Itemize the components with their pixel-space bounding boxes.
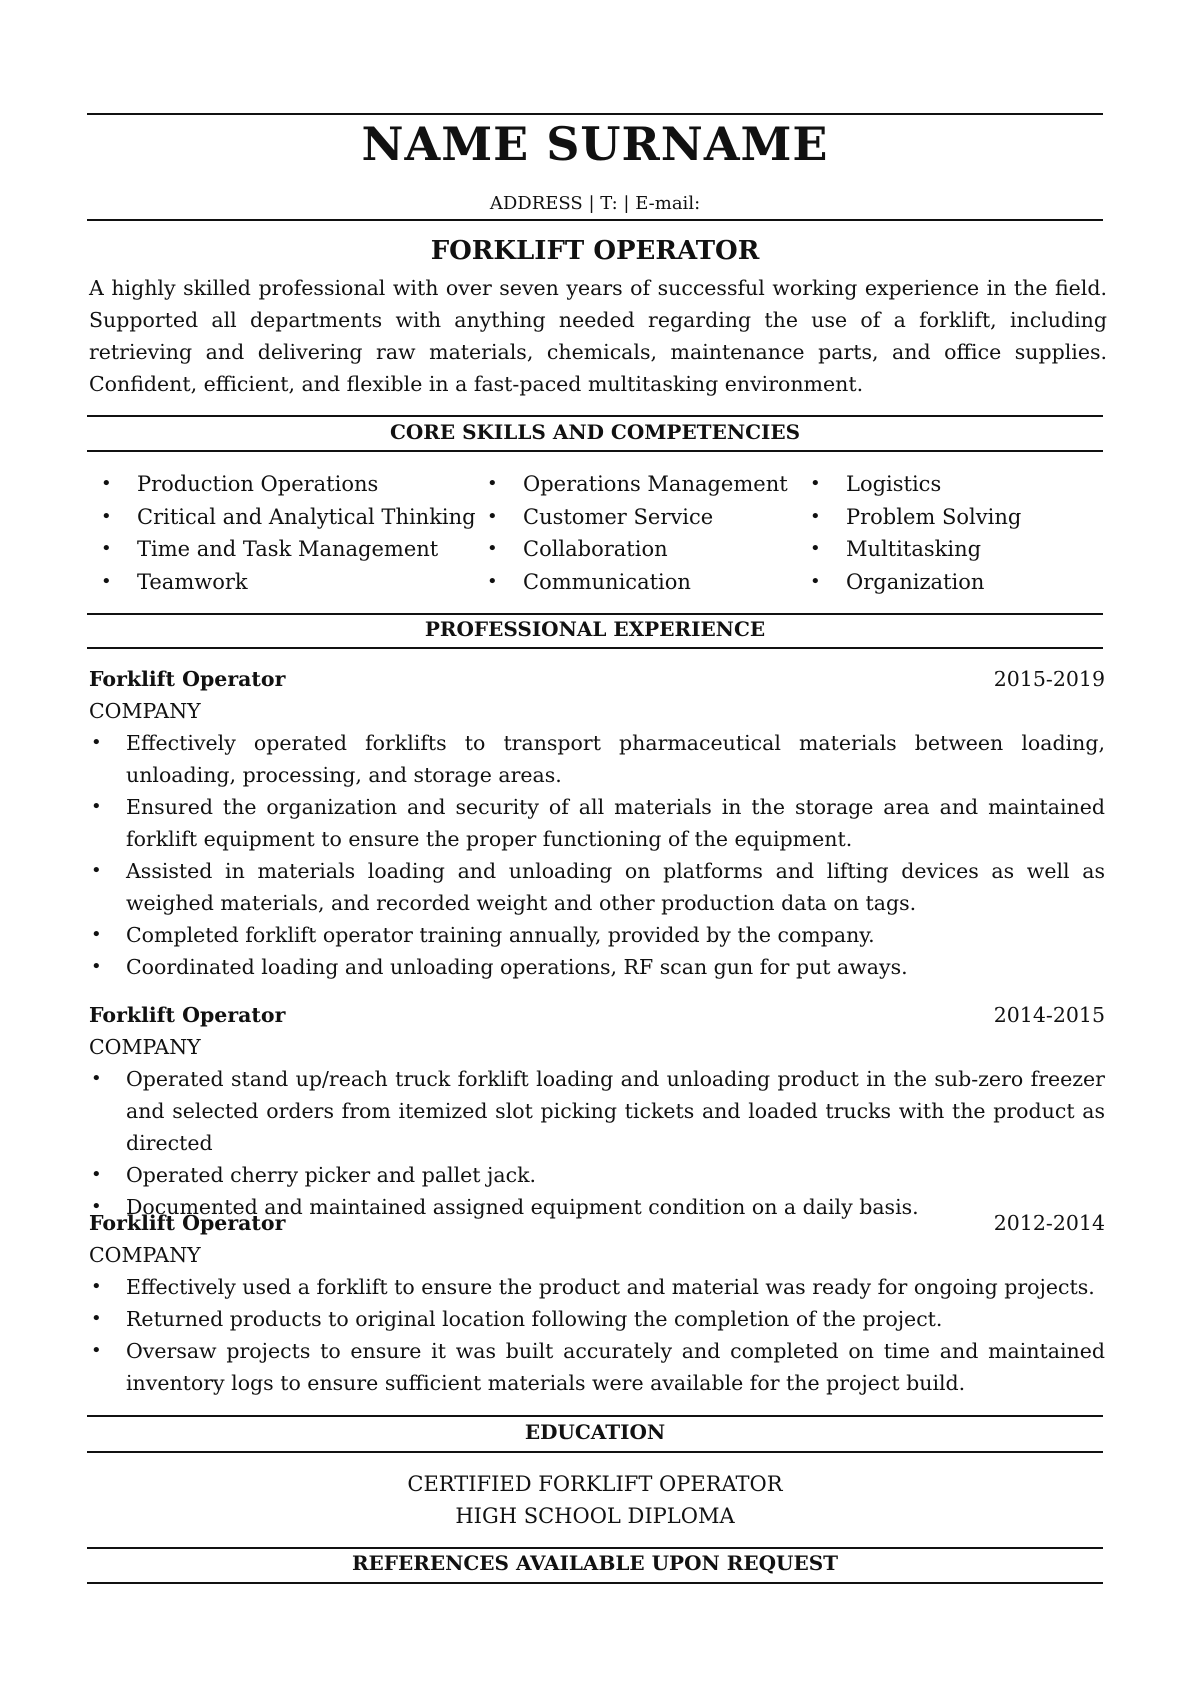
divider [87, 415, 1103, 417]
list-item: • Assisted in materials loading and unloading on platforms and lifting devices as well as weighed materials, and recorded weight and other production data on tags. [89, 855, 1105, 919]
list-item: • Communication [487, 566, 788, 599]
job-title: FORKLIFT OPERATOR [430, 236, 760, 266]
list-item: • Effectively used a forklift to ensure the product and material was ready for ongoing projects. [89, 1271, 1105, 1303]
job-entry-company: COMPANY [89, 1243, 201, 1267]
list-item: • Customer Service [487, 501, 788, 534]
list-item: • Oversaw projects to ensure it was built accurately and completed on time and maintained inventory logs to ensure sufficient materials were available for the project build. [89, 1335, 1105, 1399]
list-item: • Ensured the organization and security of all materials in the storage area and maintained forklift equipment to ensure the proper functioning of the equipment. [89, 791, 1105, 855]
divider [87, 113, 1103, 115]
education-list [87, 1468, 1103, 1532]
divider [87, 1451, 1103, 1453]
candidate-name: NAME SURNAME [361, 117, 829, 171]
job-entry-dates: 2015-2019 [993, 667, 1105, 691]
list-item: • Collaboration [487, 533, 788, 566]
job-entry-title: Forklift Operator [89, 667, 286, 691]
divider [87, 1582, 1103, 1584]
list-item: • Operated stand up/reach truck forklift loading and unloading product in the sub-zero freezer and selected orders from itemized slot picking tickets and loaded trucks with the product as directed [89, 1063, 1105, 1159]
section-heading-education: EDUCATION [524, 1420, 666, 1444]
education-item: CERTIFIED FORKLIFT OPERATOR [407, 1472, 783, 1496]
list-item: • Production Operations [101, 468, 476, 501]
skills-column-1 [101, 468, 476, 598]
list-item: • Returned products to original location following the completion of the project. [89, 1303, 1105, 1335]
divider [87, 219, 1103, 221]
job-entry [89, 999, 1105, 1223]
list-item: • Operations Management [487, 468, 788, 501]
section-heading-skills: CORE SKILLS AND COMPETENCIES [389, 420, 801, 444]
contact-line: ADDRESS | T: | E-mail: [489, 193, 701, 214]
skills-column-3 [810, 468, 1021, 598]
list-item: • Problem Solving [810, 501, 1021, 534]
job-entry-dates: 2014-2015 [993, 1003, 1105, 1027]
job-entry [89, 663, 1105, 983]
job-entry-company: COMPANY [89, 699, 201, 723]
job-entry-bullets [89, 1063, 1105, 1223]
job-entry-bullets [89, 727, 1105, 983]
list-item: • Logistics [810, 468, 1021, 501]
professional-summary: A highly skilled professional with over seven years of successful working experience in the field. Supported all departments with anything needed regarding the use of a forklift, including retrieving and delivering raw materials, chemicals, maintenance parts, and office supplies. Confident, efficient, and flexible in a fast-paced multitasking environment. [89, 276, 1107, 396]
divider [87, 647, 1103, 649]
list-item: • Coordinated loading and unloading operations, RF scan gun for put aways. [89, 951, 1105, 983]
list-item: • Organization [810, 566, 1021, 599]
list-item: • Multitasking [810, 533, 1021, 566]
job-entry-bullets [89, 1271, 1105, 1399]
list-item: • Teamwork [101, 566, 476, 599]
divider [87, 613, 1103, 615]
job-entry-dates: 2012-2014 [993, 1211, 1105, 1235]
list-item: • Documented and maintained assigned equipment condition on a daily basis. [89, 1191, 1105, 1223]
skills-column-2 [487, 468, 788, 598]
job-entry-title: Forklift Operator [89, 1003, 286, 1027]
list-item: • Time and Task Management [101, 533, 476, 566]
list-item: • Completed forklift operator training annually, provided by the company. [89, 919, 1105, 951]
education-item: HIGH SCHOOL DIPLOMA [455, 1504, 735, 1528]
list-item: • Effectively operated forklifts to transport pharmaceutical materials between loading, unloading, processing, and storage areas. [89, 727, 1105, 791]
divider [87, 450, 1103, 452]
list-item: • Operated cherry picker and pallet jack. [89, 1159, 1105, 1191]
list-item: • Critical and Analytical Thinking [101, 501, 476, 534]
job-entry-title: Forklift Operator [89, 1211, 286, 1235]
job-entry [89, 1207, 1105, 1399]
section-heading-experience: PROFESSIONAL EXPERIENCE [424, 617, 766, 641]
divider [87, 1415, 1103, 1417]
references-note: REFERENCES AVAILABLE UPON REQUEST [351, 1551, 839, 1575]
divider [87, 1547, 1103, 1549]
job-entry-company: COMPANY [89, 1035, 201, 1059]
